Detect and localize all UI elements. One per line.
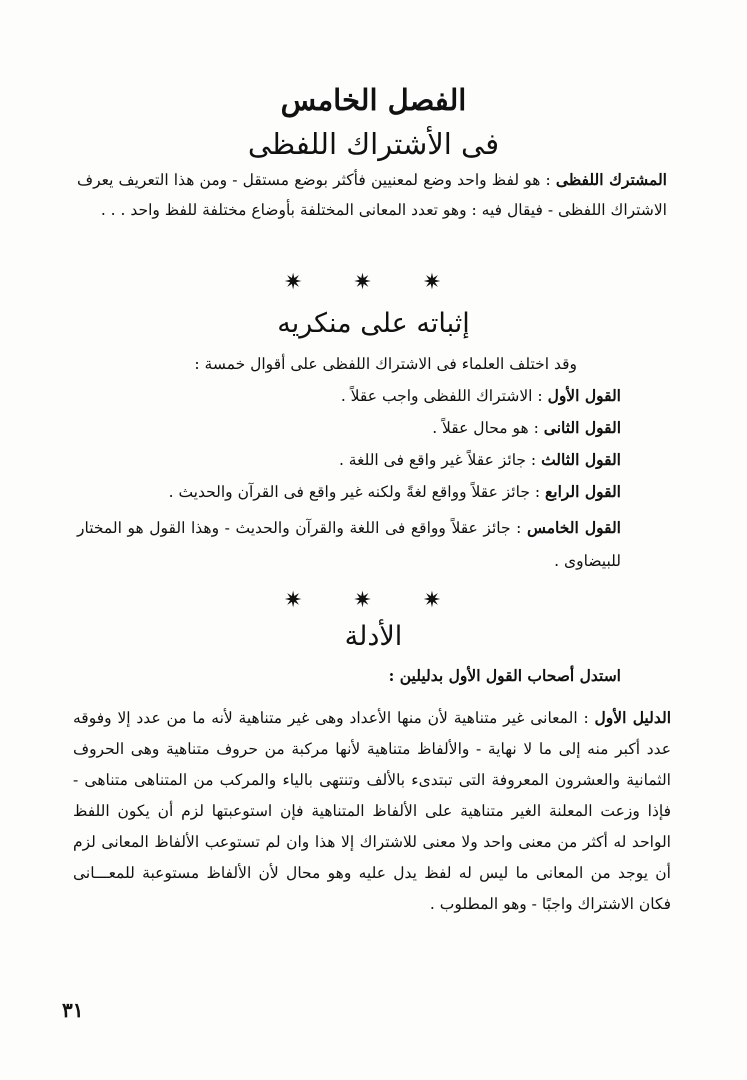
evidence-intro: استدل أصحاب القول الأول بدليلين : [388,666,621,685]
definition-paragraph [77,165,667,225]
definition-term: المشترك اللفظى [555,170,667,189]
saying-label: القول الرابع [545,482,621,501]
saying-3 [61,444,621,476]
section-separator: ✷ ✷ ✷ [283,588,464,613]
saying-2 [61,412,621,444]
saying-5 [77,511,621,578]
saying-text: : جائز عقلاً وواقع فى اللغة والقرآن والحديث - وهذا القول هو المختار للبيضاوى . [77,519,621,570]
saying-text: : جائز عقلاً وواقع لغةً ولكنه غير واقع فى القرآن والحديث . [168,483,545,501]
sayings-intro: وقد اختلف العلماء فى الاشتراك اللفظى على أقوال خمسة : [194,355,577,373]
saying-label: القول الثالث [541,450,621,469]
saying-4 [61,476,621,508]
saying-text: : جائز عقلاً غير واقع فى اللغة . [338,451,542,469]
saying-1 [61,380,621,412]
first-evidence-label: الدليل الأول [594,708,671,727]
chapter-subtitle: فى الأشتراك اللفظى [247,127,500,161]
first-evidence-text: : المعانى غير متناهية لأن منها الأعداد وهى غير متناهية لأنه ما من عدد إلا وفوقه عدد أكبر منه إلى ما لا نهاية - والألفاظ متناهية لأنها مركبة من حروف متناهية وهى الحروف الثمانية والعشرون المعروفة التى تبتدىء بالألف وتنتهى بالياء والمركب من المتناهى متناهى - فإذا وزعت المعلنة الغير متناهية على الألفاظ المتناهية فإن استوعبتها لزم أن يكون اللفظ الواحد له أكثر من معنى واحد ولا معنى للاشتراك إلا هذا وان لم تستوعب الألفاظ المعانى لزم أن يوجد من المعانى ما ليس له لفظ يدل عليه وهو محال لأن الألفاظ مستوعبة للمعـــانى فكان الاشتراك واجبًا - وهو المطلوب . [73,709,671,913]
proof-heading: إثباته على منكريه [277,308,470,339]
saying-text: : الاشتراك اللفظى واجب عقلاً . [340,387,548,405]
page-number: ٣١ [62,998,84,1022]
saying-label: القول الأول [547,386,621,405]
saying-label: القول الخامس [526,518,621,537]
saying-label: القول الثانى [543,418,621,437]
chapter-title: الفصل الخامس [280,83,467,117]
definition-text: : هو لفظ واحد وضع لمعنيين فأكثر بوضع مستقل - ومن هذا التعريف يعرف الاشتراك اللفظى - فيقال فيه : وهو تعدد المعانى المختلفة بأوضاع مختلفة للفظ واحد . . . [77,171,667,219]
section-separator: ✷ ✷ ✷ [283,270,464,295]
evidence-heading: الأدلة [344,621,403,652]
sayings-list [61,349,621,508]
saying-text: : هو محال عقلاً . [432,419,544,437]
first-evidence-paragraph [73,702,671,920]
